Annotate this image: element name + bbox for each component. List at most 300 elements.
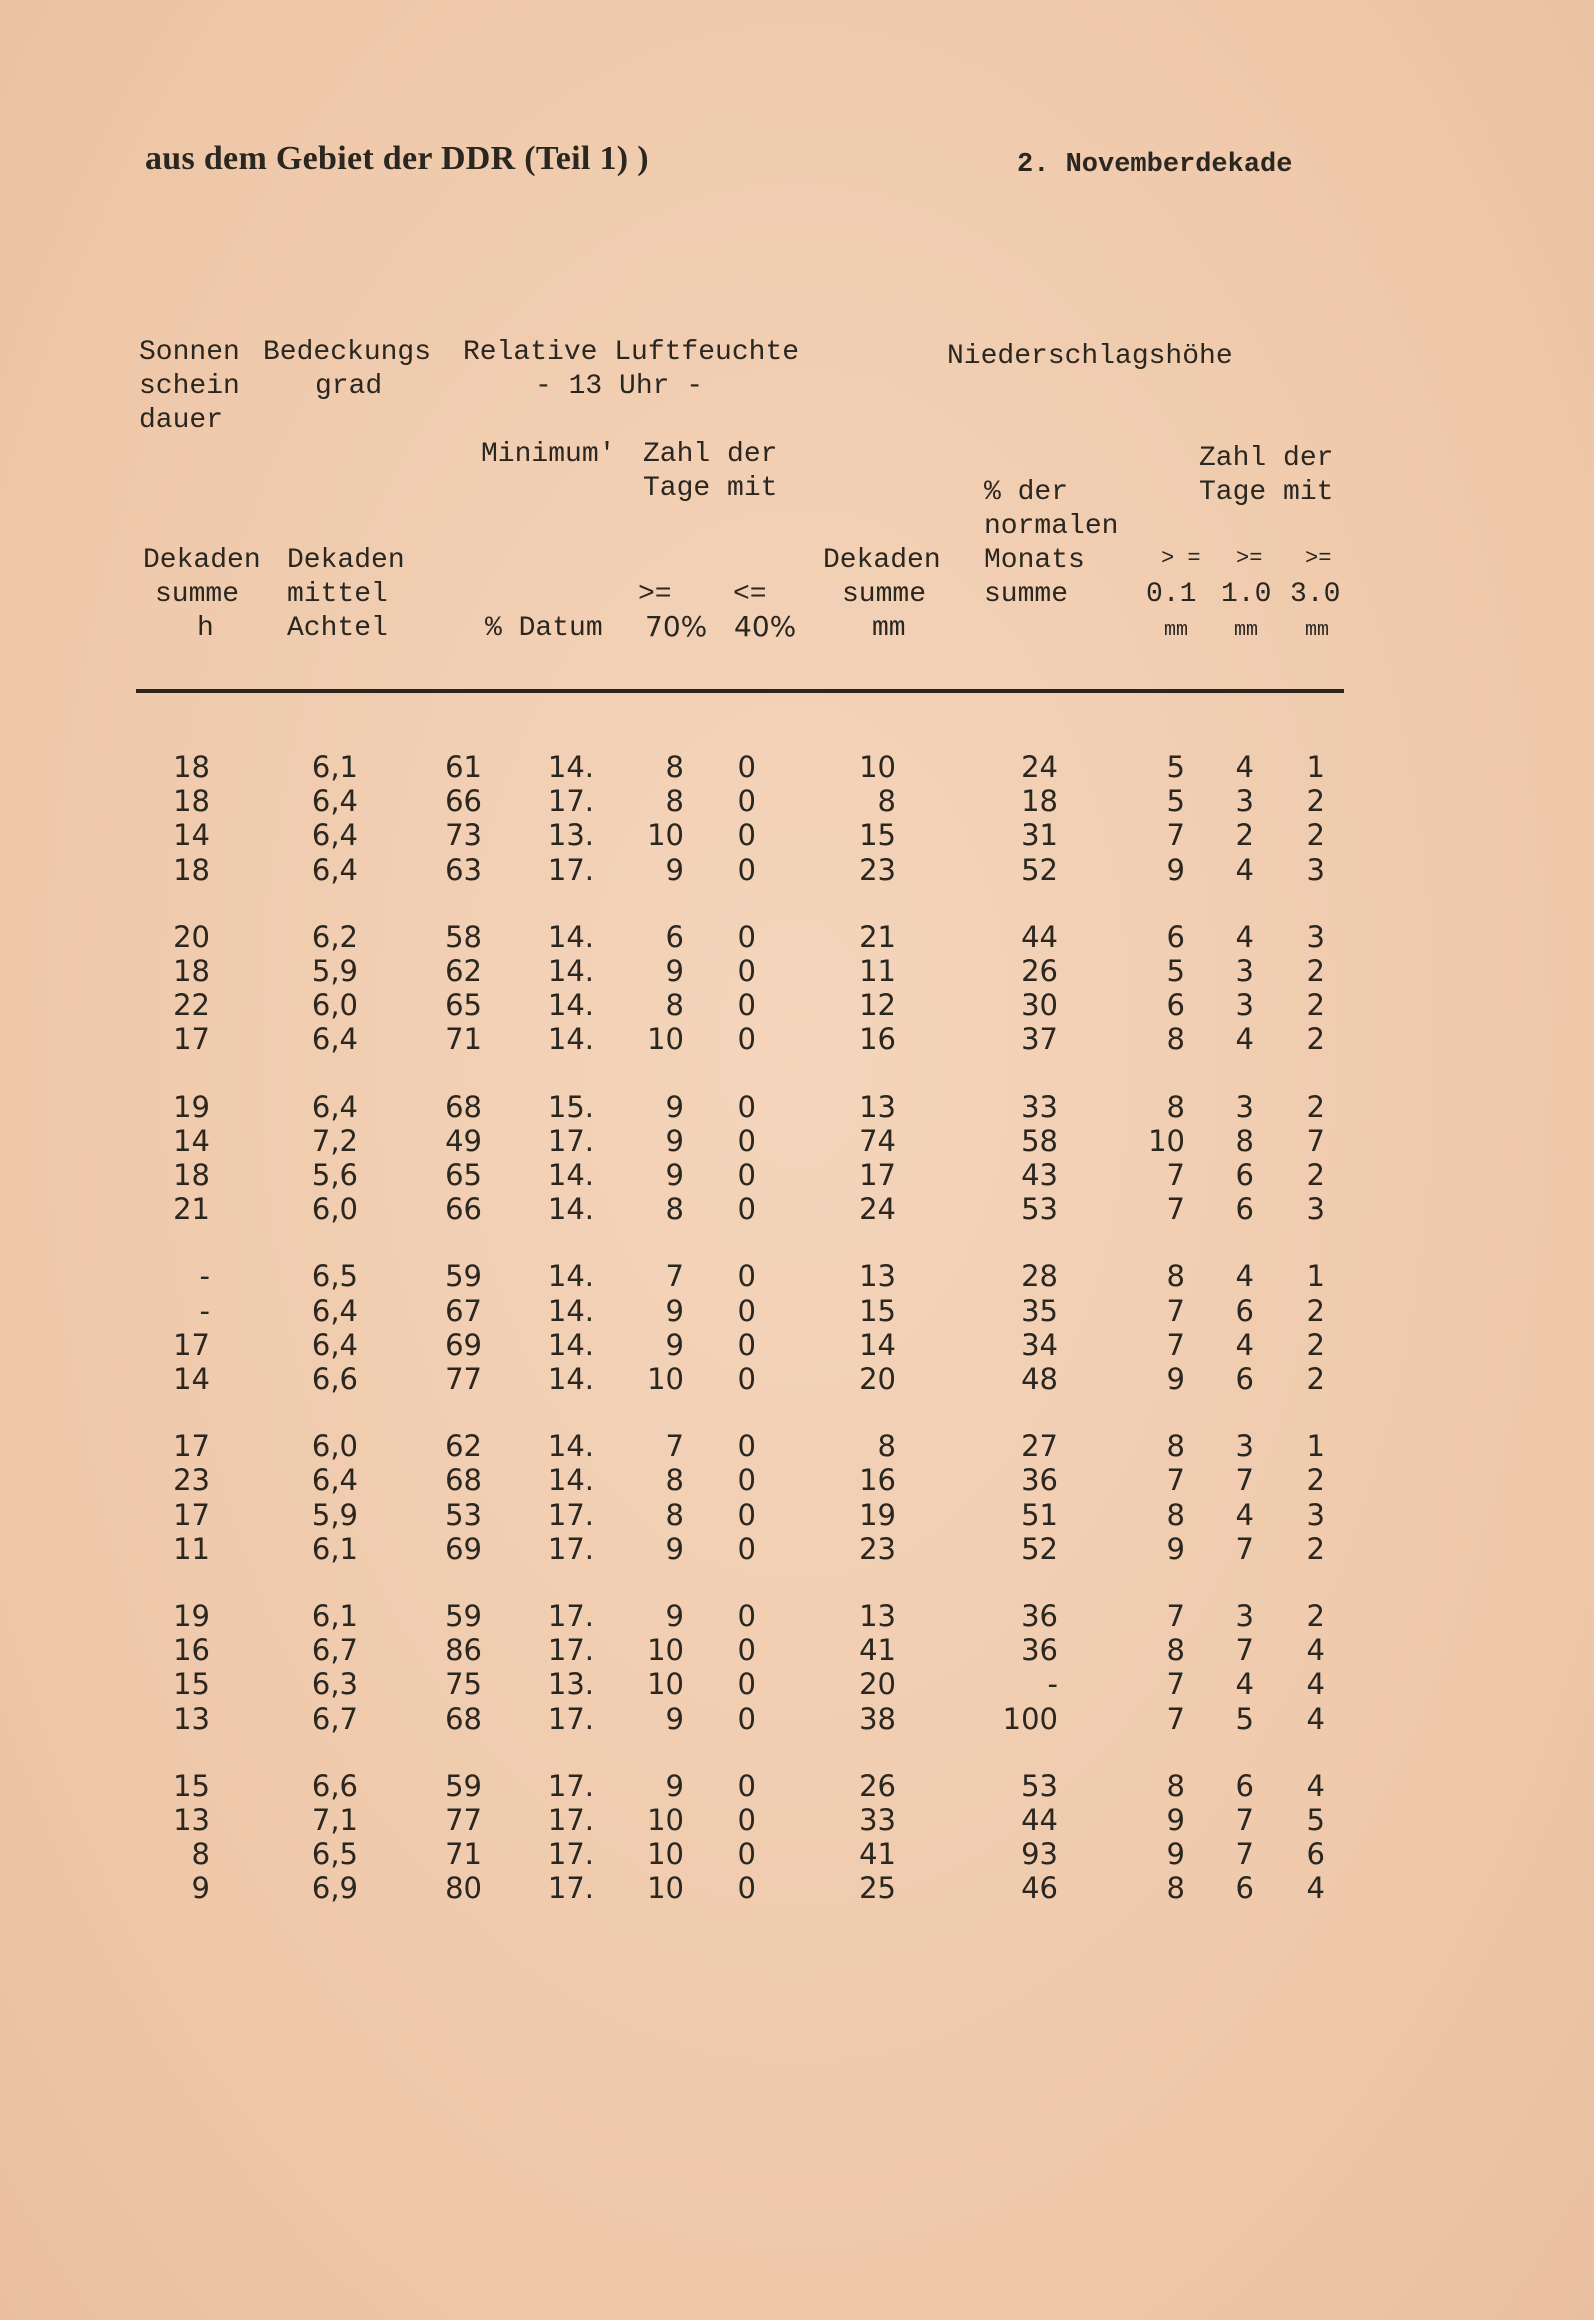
cell-days-30: 2 <box>1306 988 1325 1023</box>
cell-days-10: 2 <box>1235 818 1254 853</box>
hdr-t-10: 1.0 <box>1221 579 1272 610</box>
cell-humidity-min: 80 <box>445 1871 482 1906</box>
cell-humidity-date: 13. <box>547 818 594 853</box>
cell-days-10: 4 <box>1235 1327 1254 1362</box>
cell-days-le40: 0 <box>737 1768 756 1803</box>
cell-sunshine-sum: 17 <box>173 1022 210 1057</box>
cell-humidity-date: 17. <box>547 784 594 819</box>
cell-days-30: 1 <box>1306 1429 1325 1464</box>
hdr-tage-mit-1: Tage mit <box>643 473 778 504</box>
cell-days-01: 9 <box>1166 852 1185 887</box>
cell-days-ge70: 10 <box>647 1362 684 1396</box>
cell-humidity-min: 65 <box>445 1158 482 1192</box>
cell-days-le40: 0 <box>737 1531 756 1566</box>
cell-precip-sum: 25 <box>859 1871 896 1906</box>
cell-days-01: 9 <box>1166 1531 1185 1566</box>
cell-days-30: 3 <box>1306 852 1325 887</box>
hdr-sunshine-2: schein <box>139 371 240 402</box>
cell-days-ge70: 9 <box>665 1089 684 1124</box>
cell-precip-pct: 31 <box>1021 818 1058 853</box>
cell-days-01: 7 <box>1166 1599 1185 1633</box>
cell-sunshine-sum: 15 <box>173 1768 210 1803</box>
cell-sunshine-sum: 14 <box>173 818 210 853</box>
cell-days-le40: 0 <box>737 852 756 887</box>
cell-cloud-mean: 6,2 <box>311 919 358 954</box>
cell-days-10: 6 <box>1235 1158 1254 1192</box>
cell-days-10: 7 <box>1235 1463 1254 1498</box>
cell-days-le40: 0 <box>737 1089 756 1124</box>
hdr-mm-3: mm <box>872 613 906 644</box>
cell-days-10: 6 <box>1235 1293 1254 1328</box>
cell-days-ge70: 9 <box>665 1599 684 1633</box>
cell-precip-pct: 58 <box>1021 1123 1058 1158</box>
cell-days-30: 2 <box>1306 818 1325 853</box>
cell-precip-pct: 44 <box>1021 1803 1058 1837</box>
cell-sunshine-sum: 23 <box>173 1463 210 1498</box>
hdr-ge-10: >= <box>1236 546 1263 571</box>
cell-days-01: 6 <box>1166 919 1185 954</box>
cell-days-30: 2 <box>1306 1531 1325 1566</box>
cell-humidity-date: 17. <box>547 1531 594 1566</box>
cell-days-30: 2 <box>1306 954 1325 988</box>
hdr-dekaden-2: Dekaden <box>287 545 405 576</box>
cell-sunshine-sum: 13 <box>173 1803 210 1837</box>
cell-precip-pct: 30 <box>1021 988 1058 1023</box>
cell-days-ge70: 10 <box>647 1022 684 1057</box>
cell-days-le40: 0 <box>737 1497 756 1532</box>
cell-precip-pct: 27 <box>1021 1429 1058 1464</box>
cell-days-ge70: 10 <box>647 818 684 853</box>
cell-days-ge70: 10 <box>647 1871 684 1906</box>
cell-sunshine-sum: 14 <box>173 1123 210 1158</box>
cell-precip-sum: 14 <box>859 1327 896 1362</box>
cell-sunshine-sum: 16 <box>173 1633 210 1668</box>
cell-cloud-mean: 6,4 <box>311 1293 358 1328</box>
cell-precip-pct: 43 <box>1021 1158 1058 1192</box>
hdr-summe-1: summe <box>155 579 240 610</box>
page-title: aus dem Gebiet der DDR (Teil 1) ) <box>145 140 649 177</box>
cell-cloud-mean: 5,6 <box>311 1158 358 1192</box>
hdr-mm-b: mm <box>1234 619 1259 642</box>
hdr-zahl-der-2: Zahl der <box>1199 443 1334 474</box>
cell-days-30: 3 <box>1306 1497 1325 1532</box>
cell-days-10: 3 <box>1235 988 1254 1023</box>
cell-days-ge70: 9 <box>665 852 684 887</box>
cell-days-ge70: 10 <box>647 1633 684 1668</box>
cell-precip-sum: 41 <box>859 1633 896 1668</box>
cell-humidity-min: 77 <box>445 1803 482 1837</box>
hdr-humidity-2: - 13 Uhr - <box>535 371 704 402</box>
cell-sunshine-sum: 22 <box>173 988 210 1023</box>
cell-days-ge70: 9 <box>665 954 684 988</box>
cell-precip-pct: 52 <box>1021 852 1058 887</box>
cell-humidity-date: 17. <box>547 1633 594 1668</box>
cell-days-ge70: 7 <box>665 1259 684 1294</box>
cell-cloud-mean: 6,1 <box>311 750 358 784</box>
cell-humidity-date: 17. <box>547 1599 594 1633</box>
cell-cloud-mean: 6,7 <box>311 1633 358 1668</box>
cell-precip-pct: 53 <box>1021 1192 1058 1227</box>
cell-sunshine-sum: 11 <box>173 1531 210 1566</box>
cell-days-30: 2 <box>1306 1158 1325 1192</box>
cell-days-01: 7 <box>1166 1158 1185 1192</box>
cell-days-30: 6 <box>1306 1837 1325 1872</box>
cell-days-le40: 0 <box>737 1599 756 1633</box>
cell-days-01: 9 <box>1166 1362 1185 1396</box>
cell-humidity-min: 71 <box>445 1022 482 1057</box>
cell-humidity-min: 68 <box>445 1701 482 1736</box>
cell-humidity-min: 63 <box>445 852 482 887</box>
cell-precip-sum: 38 <box>859 1701 896 1736</box>
cell-humidity-min: 66 <box>445 784 482 819</box>
cell-humidity-min: 69 <box>445 1327 482 1362</box>
cell-days-01: 7 <box>1166 1293 1185 1328</box>
cell-days-01: 7 <box>1166 1701 1185 1736</box>
cell-cloud-mean: 6,0 <box>311 1192 358 1227</box>
cell-humidity-date: 14. <box>547 1463 594 1498</box>
cell-sunshine-sum: 18 <box>173 784 210 819</box>
cell-days-le40: 0 <box>737 919 756 954</box>
hdr-summe-3: summe <box>842 579 927 610</box>
cell-sunshine-sum: 17 <box>173 1327 210 1362</box>
cell-sunshine-sum: 18 <box>173 1158 210 1192</box>
cell-days-10: 4 <box>1235 1667 1254 1702</box>
cell-humidity-date: 17. <box>547 1871 594 1906</box>
cell-cloud-mean: 6,9 <box>311 1871 358 1906</box>
cell-days-30: 4 <box>1306 1633 1325 1668</box>
cell-humidity-date: 17. <box>547 1768 594 1803</box>
cell-humidity-min: 59 <box>445 1768 482 1803</box>
cell-days-01: 8 <box>1166 1089 1185 1124</box>
cell-days-10: 3 <box>1235 784 1254 819</box>
hdr-dekaden-3: Dekaden <box>823 545 941 576</box>
cell-sunshine-sum: 15 <box>173 1667 210 1702</box>
cell-days-le40: 0 <box>737 1633 756 1668</box>
cell-days-01: 7 <box>1166 818 1185 853</box>
hdr-ge-01: > = <box>1161 546 1201 571</box>
cell-humidity-date: 14. <box>547 1022 594 1057</box>
cell-days-le40: 0 <box>737 1362 756 1396</box>
cell-days-01: 8 <box>1166 1429 1185 1464</box>
cell-precip-sum: 19 <box>859 1497 896 1532</box>
cell-days-le40: 0 <box>737 1803 756 1837</box>
cell-days-ge70: 8 <box>665 784 684 819</box>
cell-humidity-min: 62 <box>445 954 482 988</box>
cell-precip-sum: 33 <box>859 1803 896 1837</box>
cell-days-ge70: 6 <box>665 919 684 954</box>
hdr-pct-datum: % Datum <box>485 613 603 644</box>
cell-days-01: 8 <box>1166 1022 1185 1057</box>
cell-precip-pct: 100 <box>1002 1701 1058 1736</box>
cell-humidity-min: 71 <box>445 1837 482 1872</box>
cell-days-ge70: 9 <box>665 1768 684 1803</box>
cell-days-ge70: 8 <box>665 1463 684 1498</box>
hdr-t-30: 3.0 <box>1290 579 1341 610</box>
cell-humidity-date: 14. <box>547 1429 594 1464</box>
cell-cloud-mean: 6,4 <box>311 1089 358 1124</box>
cell-sunshine-sum: - <box>199 1293 210 1328</box>
cell-days-10: 4 <box>1235 919 1254 954</box>
cell-days-30: 2 <box>1306 1327 1325 1362</box>
cell-days-10: 6 <box>1235 1871 1254 1906</box>
cell-days-le40: 0 <box>737 1701 756 1736</box>
hdr-tage-mit-2: Tage mit <box>1199 477 1334 508</box>
cell-cloud-mean: 6,6 <box>311 1362 358 1396</box>
cell-days-30: 4 <box>1306 1768 1325 1803</box>
cell-days-le40: 0 <box>737 1463 756 1498</box>
hdr-ge-30: >= <box>1305 546 1332 571</box>
cell-days-le40: 0 <box>737 1327 756 1362</box>
cell-humidity-date: 17. <box>547 1701 594 1736</box>
cell-days-01: 8 <box>1166 1871 1185 1906</box>
cell-days-01: 8 <box>1166 1768 1185 1803</box>
cell-days-le40: 0 <box>737 1123 756 1158</box>
cell-days-30: 3 <box>1306 919 1325 954</box>
hdr-precip: Niederschlagshöhe <box>947 341 1233 372</box>
cell-days-30: 4 <box>1306 1871 1325 1906</box>
cell-precip-sum: 10 <box>859 750 896 784</box>
cell-cloud-mean: 7,1 <box>311 1803 358 1837</box>
cell-precip-pct: 36 <box>1021 1599 1058 1633</box>
cell-cloud-mean: 6,4 <box>311 784 358 819</box>
cell-days-le40: 0 <box>737 954 756 988</box>
hdr-mittel: mittel <box>287 579 388 610</box>
cell-precip-pct: 48 <box>1021 1362 1058 1396</box>
cell-precip-pct: 93 <box>1021 1837 1058 1872</box>
cell-cloud-mean: 7,2 <box>311 1123 358 1158</box>
cell-sunshine-sum: 8 <box>191 1837 210 1872</box>
cell-days-01: 8 <box>1166 1259 1185 1294</box>
cell-days-01: 9 <box>1166 1803 1185 1837</box>
cell-days-30: 1 <box>1306 750 1325 784</box>
cell-precip-pct: 44 <box>1021 919 1058 954</box>
cell-humidity-date: 17. <box>547 1497 594 1532</box>
cell-days-10: 4 <box>1235 1497 1254 1532</box>
cell-precip-pct: 46 <box>1021 1871 1058 1906</box>
cell-cloud-mean: 6,6 <box>311 1768 358 1803</box>
cell-precip-sum: 24 <box>859 1192 896 1227</box>
cell-sunshine-sum: 19 <box>173 1599 210 1633</box>
cell-sunshine-sum: 18 <box>173 852 210 887</box>
cell-humidity-date: 13. <box>547 1667 594 1702</box>
cell-precip-pct: 52 <box>1021 1531 1058 1566</box>
cell-days-30: 4 <box>1306 1701 1325 1736</box>
cell-days-le40: 0 <box>737 1871 756 1906</box>
cell-precip-sum: 12 <box>859 988 896 1023</box>
cell-humidity-min: 77 <box>445 1362 482 1396</box>
cell-cloud-mean: 5,9 <box>311 954 358 988</box>
cell-days-10: 7 <box>1235 1531 1254 1566</box>
cell-days-10: 7 <box>1235 1803 1254 1837</box>
cell-humidity-date: 14. <box>547 1293 594 1328</box>
hdr-dekaden-1: Dekaden <box>143 545 261 576</box>
cell-precip-sum: 13 <box>859 1259 896 1294</box>
cell-humidity-min: 86 <box>445 1633 482 1668</box>
hdr-t-01: 0.1 <box>1146 579 1197 610</box>
cell-humidity-min: 53 <box>445 1497 482 1532</box>
cell-precip-pct: 28 <box>1021 1259 1058 1294</box>
cell-days-01: 5 <box>1166 784 1185 819</box>
cell-cloud-mean: 6,1 <box>311 1531 358 1566</box>
cell-days-10: 4 <box>1235 1259 1254 1294</box>
cell-days-10: 7 <box>1235 1837 1254 1872</box>
cell-cloud-mean: 6,7 <box>311 1701 358 1736</box>
cell-humidity-date: 14. <box>547 1192 594 1227</box>
cell-sunshine-sum: 18 <box>173 954 210 988</box>
period-label: 2. Novemberdekade <box>1017 150 1293 180</box>
cell-days-10: 6 <box>1235 1768 1254 1803</box>
cell-sunshine-sum: 13 <box>173 1701 210 1736</box>
hdr-sunshine-3: dauer <box>139 405 224 436</box>
cell-days-10: 8 <box>1235 1123 1254 1158</box>
cell-days-10: 3 <box>1235 1599 1254 1633</box>
cell-days-30: 5 <box>1306 1803 1325 1837</box>
cell-days-ge70: 8 <box>665 750 684 784</box>
cell-days-10: 4 <box>1235 750 1254 784</box>
hdr-cloud: Bedeckungs <box>263 337 432 368</box>
cell-days-10: 4 <box>1235 1022 1254 1057</box>
cell-days-01: 9 <box>1166 1837 1185 1872</box>
cell-days-10: 4 <box>1235 852 1254 887</box>
cell-days-30: 2 <box>1306 1599 1325 1633</box>
hdr-h: h <box>197 613 214 644</box>
cell-sunshine-sum: 9 <box>191 1871 210 1906</box>
cell-cloud-mean: 6,0 <box>311 1429 358 1464</box>
cell-days-01: 7 <box>1166 1327 1185 1362</box>
cell-precip-sum: 13 <box>859 1089 896 1124</box>
cell-humidity-min: 73 <box>445 818 482 853</box>
cell-humidity-min: 62 <box>445 1429 482 1464</box>
cell-humidity-min: 67 <box>445 1293 482 1328</box>
cell-sunshine-sum: - <box>199 1259 210 1294</box>
hdr-achtel: Achtel <box>287 613 388 644</box>
cell-humidity-min: 61 <box>445 750 482 784</box>
cell-days-le40: 0 <box>737 988 756 1023</box>
hdr-ge: >= <box>638 579 672 610</box>
cell-precip-sum: 23 <box>859 852 896 887</box>
cell-days-le40: 0 <box>737 1837 756 1872</box>
cell-precip-sum: 13 <box>859 1599 896 1633</box>
cell-days-ge70: 10 <box>647 1667 684 1702</box>
cell-days-10: 5 <box>1235 1701 1254 1736</box>
cell-days-ge70: 9 <box>665 1327 684 1362</box>
cell-days-ge70: 7 <box>665 1429 684 1464</box>
cell-days-ge70: 10 <box>647 1803 684 1837</box>
cell-precip-sum: 26 <box>859 1768 896 1803</box>
cell-cloud-mean: 6,0 <box>311 988 358 1023</box>
hdr-mm-c: mm <box>1305 619 1330 642</box>
cell-days-30: 1 <box>1306 1259 1325 1294</box>
cell-precip-sum: 8 <box>877 1429 896 1464</box>
cell-days-30: 2 <box>1306 1463 1325 1498</box>
cell-days-10: 3 <box>1235 954 1254 988</box>
cell-cloud-mean: 6,3 <box>311 1667 358 1702</box>
cell-days-01: 8 <box>1166 1633 1185 1668</box>
cell-days-10: 3 <box>1235 1089 1254 1124</box>
cell-days-le40: 0 <box>737 1293 756 1328</box>
cell-cloud-mean: 6,4 <box>311 1327 358 1362</box>
cell-cloud-mean: 6,4 <box>311 1022 358 1057</box>
cell-humidity-min: 58 <box>445 919 482 954</box>
cell-days-ge70: 8 <box>665 988 684 1023</box>
cell-humidity-date: 14. <box>547 919 594 954</box>
cell-days-30: 2 <box>1306 1089 1325 1124</box>
cell-humidity-date: 14. <box>547 750 594 784</box>
cell-humidity-date: 17. <box>547 1837 594 1872</box>
cell-sunshine-sum: 20 <box>173 919 210 954</box>
cell-humidity-date: 14. <box>547 1158 594 1192</box>
cell-precip-pct: - <box>1047 1667 1058 1702</box>
cell-days-30: 7 <box>1306 1123 1325 1158</box>
cell-sunshine-sum: 18 <box>173 750 210 784</box>
cell-days-30: 2 <box>1306 1362 1325 1396</box>
cell-humidity-min: 49 <box>445 1123 482 1158</box>
hdr-pct-der: % der <box>984 477 1069 508</box>
cell-precip-pct: 37 <box>1021 1022 1058 1057</box>
cell-precip-sum: 15 <box>859 818 896 853</box>
cell-days-01: 7 <box>1166 1667 1185 1702</box>
hdr-sunshine: Sonnen <box>139 337 240 368</box>
cell-humidity-date: 14. <box>547 1259 594 1294</box>
cell-precip-sum: 41 <box>859 1837 896 1872</box>
cell-days-01: 6 <box>1166 988 1185 1023</box>
cell-days-le40: 0 <box>737 784 756 819</box>
hdr-le: <= <box>733 579 767 610</box>
cell-precip-sum: 21 <box>859 919 896 954</box>
cell-days-30: 3 <box>1306 1192 1325 1227</box>
cell-humidity-date: 14. <box>547 988 594 1023</box>
cell-precip-sum: 16 <box>859 1463 896 1498</box>
hdr-normalen: normalen <box>984 511 1119 542</box>
cell-days-le40: 0 <box>737 1022 756 1057</box>
cell-precip-sum: 74 <box>859 1123 896 1158</box>
cell-precip-sum: 23 <box>859 1531 896 1566</box>
cell-days-ge70: 9 <box>665 1158 684 1192</box>
cell-days-30: 2 <box>1306 1293 1325 1328</box>
cell-days-01: 5 <box>1166 954 1185 988</box>
cell-days-01: 8 <box>1166 1497 1185 1532</box>
cell-humidity-min: 69 <box>445 1531 482 1566</box>
cell-days-le40: 0 <box>737 1192 756 1227</box>
cell-days-ge70: 9 <box>665 1123 684 1158</box>
cell-cloud-mean: 6,5 <box>311 1259 358 1294</box>
cell-days-01: 7 <box>1166 1192 1185 1227</box>
cell-precip-pct: 53 <box>1021 1768 1058 1803</box>
hdr-monats: Monats <box>984 545 1085 576</box>
cell-days-01: 7 <box>1166 1463 1185 1498</box>
cell-humidity-min: 66 <box>445 1192 482 1227</box>
cell-sunshine-sum: 21 <box>173 1192 210 1227</box>
cell-days-ge70: 8 <box>665 1497 684 1532</box>
cell-sunshine-sum: 17 <box>173 1497 210 1532</box>
cell-days-le40: 0 <box>737 1667 756 1702</box>
cell-precip-pct: 24 <box>1021 750 1058 784</box>
hdr-mm-a: mm <box>1164 619 1189 642</box>
cell-days-ge70: 9 <box>665 1531 684 1566</box>
cell-precip-pct: 36 <box>1021 1633 1058 1668</box>
cell-humidity-date: 17. <box>547 1123 594 1158</box>
cell-days-ge70: 10 <box>647 1837 684 1872</box>
cell-precip-sum: 20 <box>859 1362 896 1396</box>
cell-precip-sum: 17 <box>859 1158 896 1192</box>
hdr-cloud-2: grad <box>315 371 383 402</box>
cell-precip-sum: 15 <box>859 1293 896 1328</box>
cell-precip-pct: 33 <box>1021 1089 1058 1124</box>
cell-sunshine-sum: 14 <box>173 1362 210 1396</box>
cell-days-30: 2 <box>1306 784 1325 819</box>
cell-cloud-mean: 6,1 <box>311 1599 358 1633</box>
cell-precip-pct: 18 <box>1021 784 1058 819</box>
